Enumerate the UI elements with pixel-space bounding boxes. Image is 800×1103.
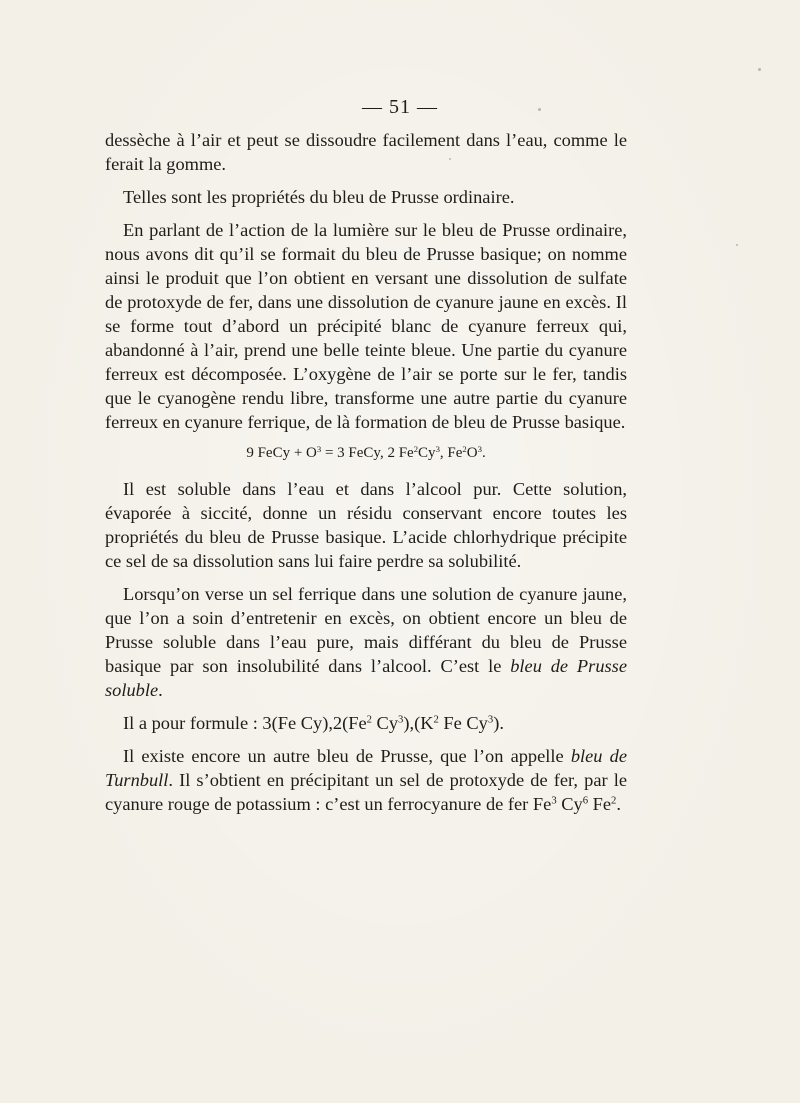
equation-right-b: Cy [418,445,436,461]
equation-right-d: O [466,445,478,461]
paragraph-2: Telles sont les propriétés du bleu de Prusse ordinaire. [123,187,515,207]
equation-right-c-sup: 2 [462,443,467,454]
paragraph-7-text-2: . Il s’obtient en précipitant un sel de protoxyde de fer, par le cyanure rouge de potassium : c’est un ferrocyanure de fer [105,770,627,814]
paper-speck [758,68,761,71]
paragraph-4: Il est soluble dans l’eau et dans l’alcool pur. Cette solution, évaporée à siccité, donne un résidu conservant encore toutes les propriétés du bleu de Prusse basique. L’acide chlorhydrique précipite ce sel de sa dissolution sans lui faire perdre sa solubilité. [105,479,627,571]
ferrocyanide-sup-2: 6 [582,794,589,807]
equation-right-c: , Fe [439,445,463,461]
ferrocyanide-sup-1: 3 [551,794,557,807]
page-number: — 51 — [362,96,438,118]
formula-sup-b: 3 [398,713,404,726]
formula-part-a: 3(Fe Cy),2(Fe [262,713,367,733]
paper-speck [538,108,541,111]
equation-right-d-sup: 3 [477,443,482,454]
equation-right-b-sup: 3 [435,443,440,454]
ferrocyanide-cy: Cy [556,794,583,814]
equation-right-end: . [481,445,486,461]
paragraph-5 [105,582,627,702]
ferrocyanide-fe-1: Fe [532,794,552,814]
ferrocyanide-formula [533,794,621,814]
equation-left: 9 FeCy + O [246,445,317,461]
paragraph-3: En parlant de l’action de la lumière sur le bleu de Prusse ordinaire, nous avons dit qu’il se formait du bleu de Prusse basique; on nomme ainsi le produit que l’on obtient en versant une dissolution de sulfate de protoxyde de fer, dans une dissolution de cyanure jaune en excès. Il se forme tout d’abord un précipité blanc de cyanure ferreux qui, abandonné à l’air, prend une belle teinte bleue. Une partie du cyanure ferreux est décomposée. L’oxygène de l’air se porte sur le fer, tandis que le cyanogène rendu libre, transforme une autre partie du cyanure ferreux en cyanure ferrique, de là formation de bleu de Prusse basique. [105,220,627,432]
body-text [105,128,627,825]
paragraph-7 [105,744,627,816]
ferrocyanide-fe-2: Fe [588,794,612,814]
formula-part-d: Fe Cy [438,713,488,733]
equation-right-a-sup: 2 [413,443,419,454]
paragraph-5-italic: bleu de Prusse soluble [105,656,627,700]
paragraph-7-text: Il existe encore un autre bleu de Prusse, que l’on appelle [123,746,571,766]
paragraph-5-end: . [158,680,163,700]
formula-sup-c: 2 [433,713,439,726]
formula-label: Il a pour formule : [123,713,263,733]
paragraph-1: dessèche à l’air et peut se dissoudre facilement dans l’eau, comme le ferait la gomme. [105,130,627,174]
equation-left-sup: 3 [316,443,322,454]
equation-equals: = [321,445,338,461]
paragraph-7-italic: bleu de Turnbull [105,746,627,790]
formula-sup-a: 2 [366,713,372,726]
formula-part-b: Cy [371,713,399,733]
paper-speck [449,158,451,160]
ferrocyanide-sup-3: 2 [611,794,617,807]
paragraph-6 [105,711,627,735]
formula-part-e: ). [493,713,504,733]
ferrocyanide-end: . [616,794,621,814]
paragraph-5-text: Lorsqu’on verse un sel ferrique dans une solution de cyanure jaune, que l’on a soin d’entretenir en excès, on obtient encore un bleu de Prusse soluble dans l’eau pure, mais différant du bleu de Prusse basique par son insolubilité dans l’alcool. C’est le [105,584,627,676]
formula-part-c: ),(K [403,713,434,733]
equation-right-a: 3 FeCy, 2 Fe [337,445,414,461]
paper-speck [736,244,738,246]
formula-sup-d: 3 [487,713,494,726]
chemical-equation [105,443,627,463]
